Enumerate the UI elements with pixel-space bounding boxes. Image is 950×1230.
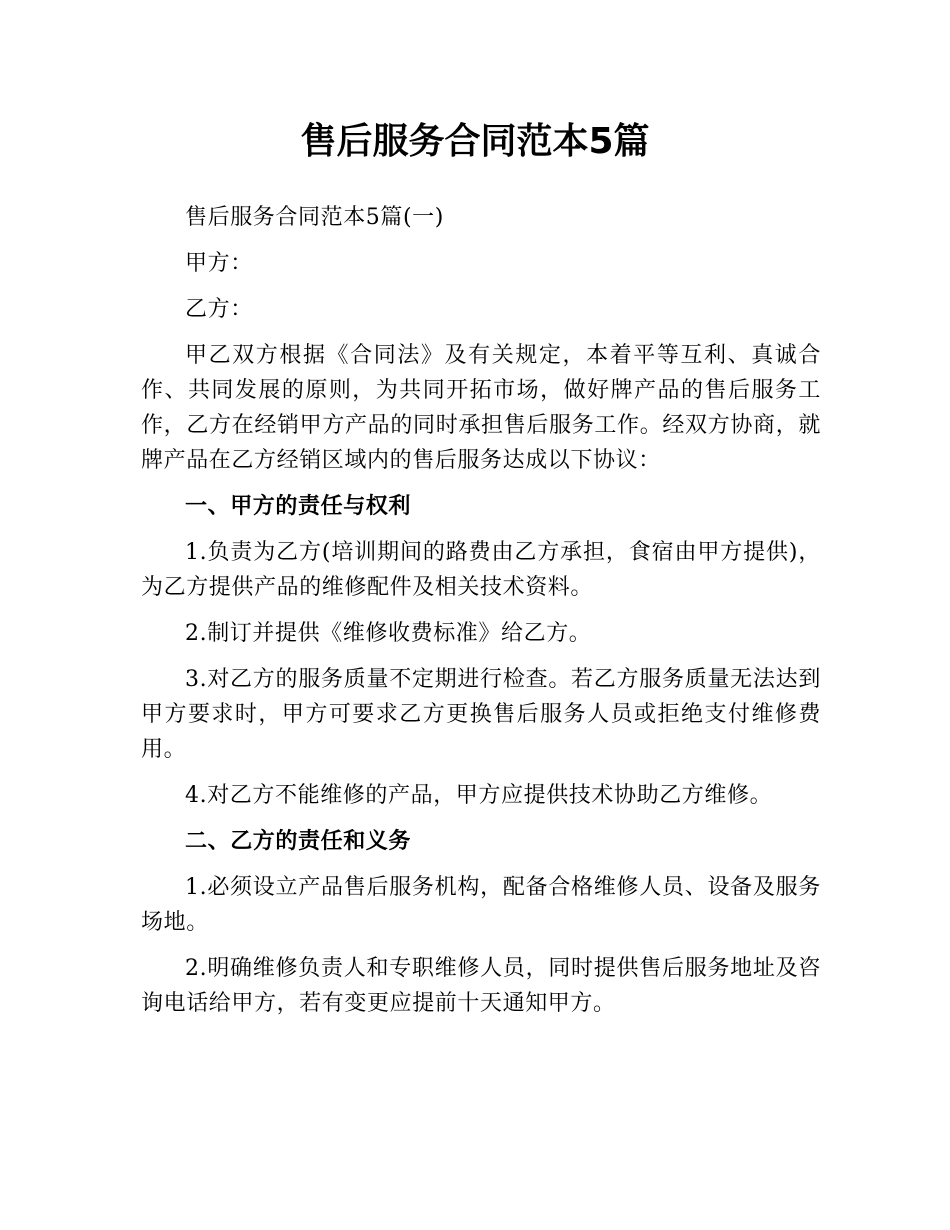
party-a-label: 甲方： (185, 251, 253, 276)
section1-item-4: 4.对乙方不能维修的产品，甲方应提供技术协助乙方维修。 (185, 783, 773, 808)
section1-item-2: 2.制订并提供《维修收费标准》给乙方。 (185, 621, 592, 646)
party-b-label: 乙方： (185, 297, 253, 322)
document-body (141, 200, 821, 1032)
document-subtitle: 售后服务合同范本5篇(一) (185, 205, 444, 230)
section-heading-party-a-duties: 一、甲方的责任与权利 (185, 494, 412, 519)
section1-item-3: 3.对乙方的服务质量不定期进行检查。若乙方服务质量无法达到甲方要求时，甲方可要求乙方更换售后服务人员或拒绝支付维修费用。 (141, 667, 821, 762)
section2-item-1: 1.必须设立产品售后服务机构，配备合格维修人员、设备及服务场地。 (141, 875, 821, 935)
intro-paragraph: 甲乙双方根据《合同法》及有关规定，本着平等互利、真诚合作、共同发展的原则，为共同开拓市场，做好牌产品的售后服务工作，乙方在经销甲方产品的同时承担售后服务工作。经双方协商，就牌产品在乙方经销区域内的售后服务达成以下协议： (141, 343, 821, 473)
section-heading-party-b-duties: 二、乙方的责任和义务 (185, 829, 412, 854)
section1-item-1: 1.负责为乙方(培训期间的路费由乙方承担，食宿由甲方提供)，为乙方提供产品的维修配件及相关技术资料。 (141, 540, 821, 600)
document-title: 售后服务合同范本5篇 (300, 121, 650, 162)
section2-item-2: 2.明确维修负责人和专职维修人员，同时提供售后服务地址及咨询电话给甲方，若有变更应提前十天通知甲方。 (141, 956, 821, 1016)
